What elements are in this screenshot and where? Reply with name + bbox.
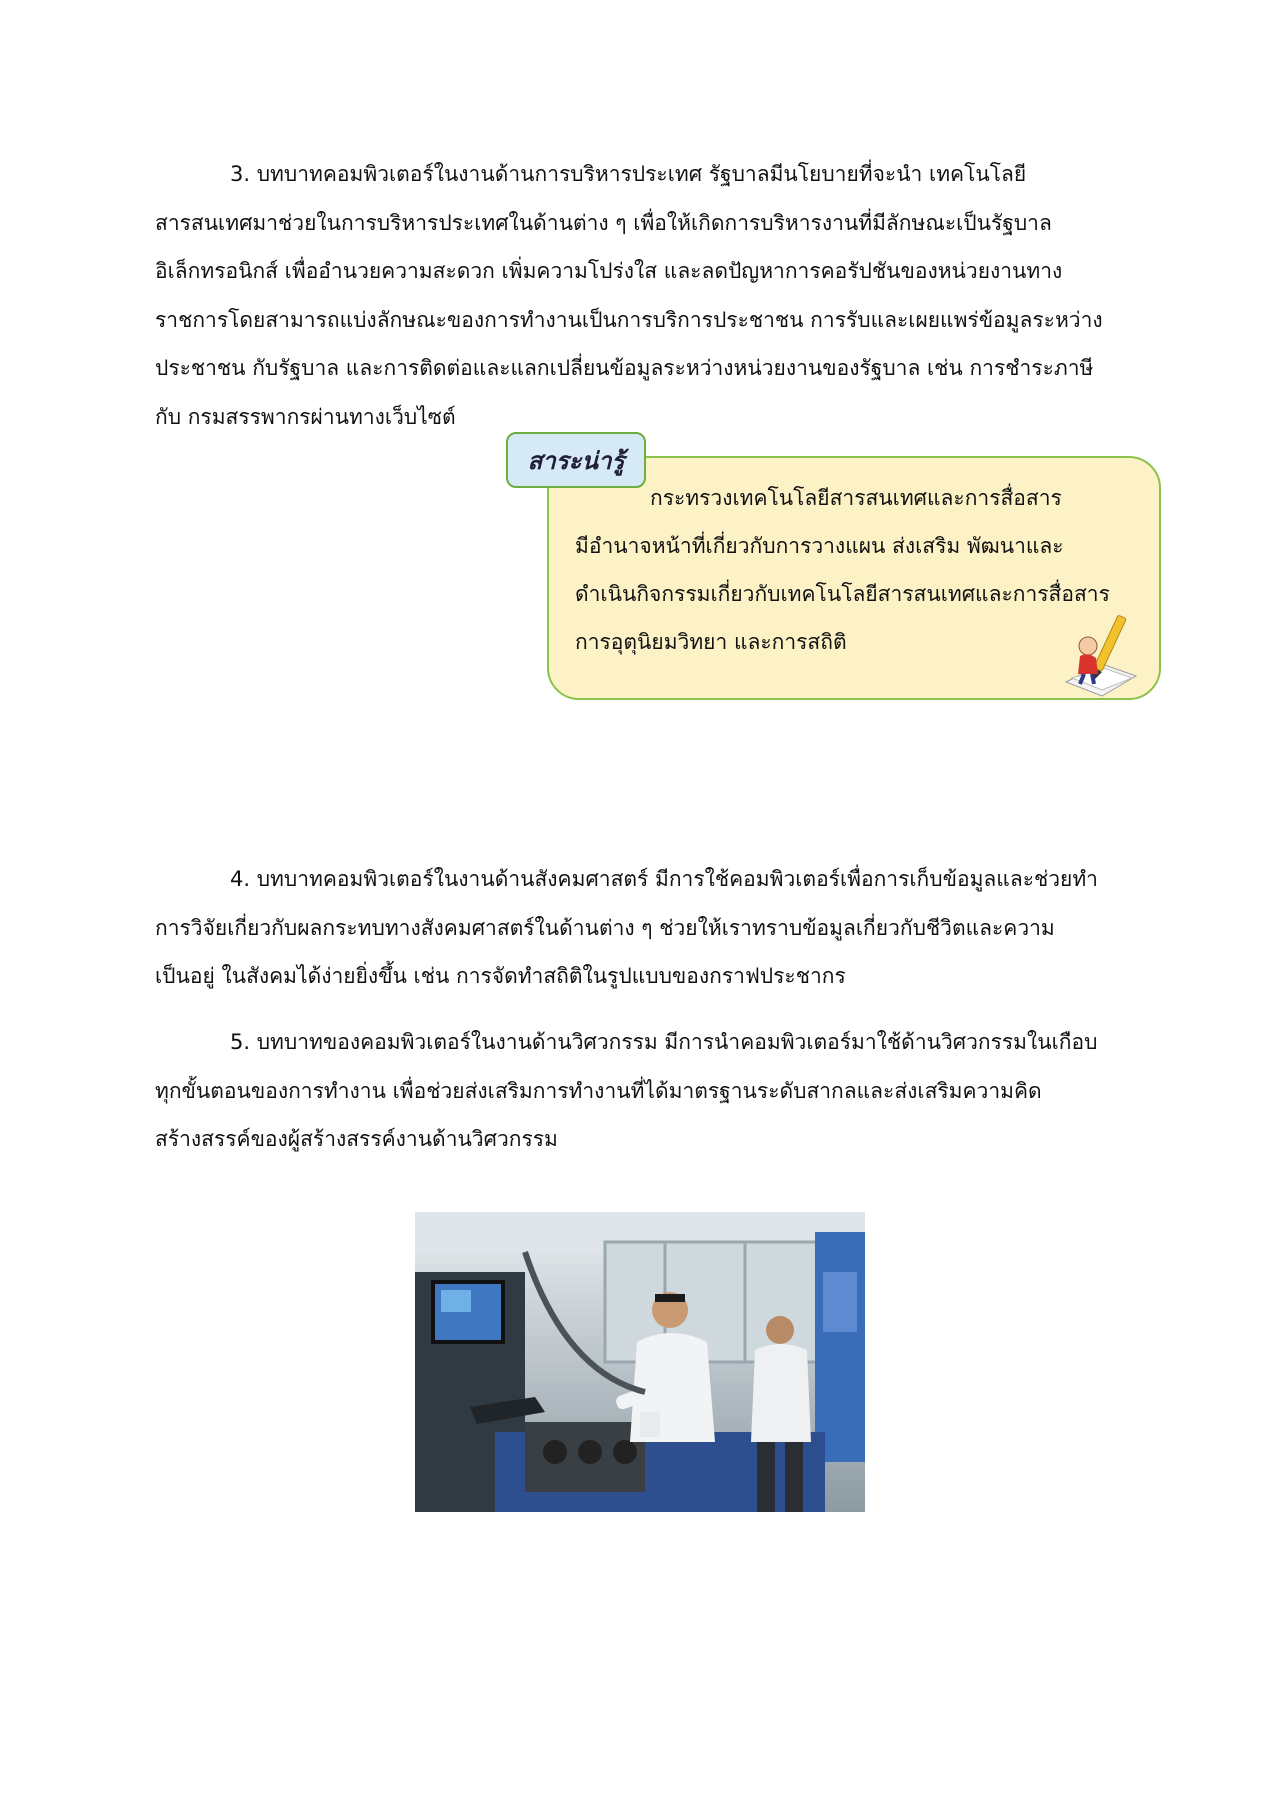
paragraph-social-science [155,855,1125,1001]
text-line: ประชาชน กับรัฐบาล และการติดต่อและแลกเปลี่ยนข้อมูลระหว่างหน่วยงานของรัฐบาล เช่น การชำระภาษี [155,356,1094,380]
text-line: การอุตุนิยมวิทยา และการสถิติ [575,630,847,654]
trivia-text [575,474,1135,666]
pencil-writer-icon [1062,612,1138,698]
text-line: สารสนเทศมาช่วยในการบริหารประเทศในด้านต่าง ๆ เพื่อให้เกิดการบริหารงานที่มีลักษณะเป็นรัฐบาล [155,210,1052,235]
factory-engineers-photo [415,1212,865,1512]
text-line: 4. บทบาทคอมพิวเตอร์ในงานด้านสังคมศาสตร์ มีการใช้คอมพิวเตอร์เพื่อการเก็บข้อมูลและช่วยทำ [230,867,1098,891]
text-line: ราชการโดยสามารถแบ่งลักษณะของการทำงานเป็นการบริการประชาชน การรับและเผยแพร่ข้อมูลระหว่าง [155,307,1103,332]
text-line: ทุกขั้นตอนของการทำงาน เพื่อช่วยส่งเสริมการทำงานที่ได้มาตรฐานระดับสากลและส่งเสริมความคิด [155,1078,1042,1103]
text-line: 5. บทบาทของคอมพิวเตอร์ในงานด้านวิศวกรรม มีการนำคอมพิวเตอร์มาใช้ด้านวิศวกรรมในเกือบ [230,1030,1098,1054]
text-line: ดำเนินกิจกรรมเกี่ยวกับเทคโนโลยีสารสนเทศและการสื่อสาร [575,582,1110,606]
text-line: กระทรวงเทคโนโลยีสารสนเทศและการสื่อสาร [650,486,1062,510]
paragraph-government [155,150,1125,441]
paragraph-engineering [155,1018,1125,1164]
trivia-tag: สาระน่ารู้ [506,432,646,488]
text-line: กับ กรมสรรพากรผ่านทางเว็บไซต์ [155,404,456,429]
text-line: การวิจัยเกี่ยวกับผลกระทบทางสังคมศาสตร์ในด้านต่าง ๆ ช่วยให้เราทราบข้อมูลเกี่ยวกับชีวิตและความ [155,915,1055,940]
text-line: สร้างสรรค์ของผู้สร้างสรรค์งานด้านวิศวกรรม [155,1127,558,1151]
text-line: 3. บทบาทคอมพิวเตอร์ในงานด้านการบริหารประเทศ รัฐบาลมีนโยบายที่จะนำ เทคโนโลยี [230,162,1027,186]
text-line: อิเล็กทรอนิกส์ เพื่ออำนวยความสะดวก เพิ่มความโปร่งใส และลดปัญหาการคอรัปชันของหน่วยงานทาง [155,259,1063,283]
text-line: เป็นอยู่ ในสังคมได้ง่ายยิ่งขึ้น เช่น การจัดทำสถิติในรูปแบบของกราฟประชากร [155,964,846,988]
text-line: มีอำนาจหน้าที่เกี่ยวกับการวางแผน ส่งเสริม พัฒนาและ [575,534,1064,558]
